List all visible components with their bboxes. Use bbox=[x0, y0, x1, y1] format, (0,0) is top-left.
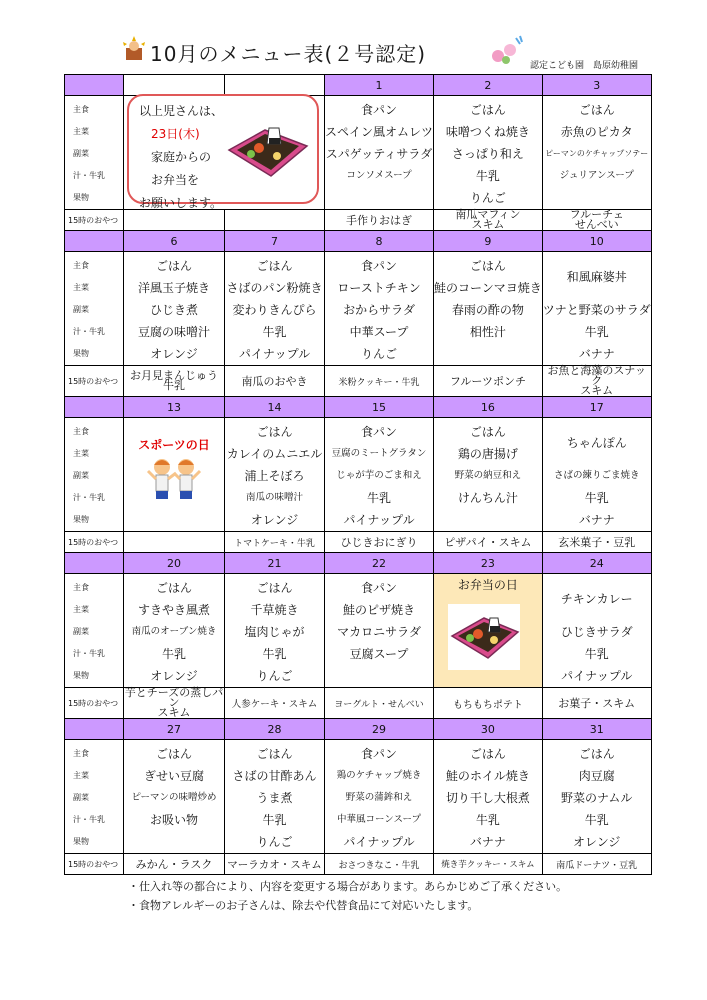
day-menu bbox=[542, 96, 651, 210]
menu-item: ひじき煮 bbox=[149, 303, 198, 317]
label-side: 副菜 bbox=[73, 793, 89, 802]
menu-item: 牛乳 bbox=[584, 491, 609, 505]
school-name: 認定こども園 島原幼稚園 bbox=[530, 61, 639, 71]
snack-line: 牛乳 bbox=[163, 379, 185, 392]
menu-item: 食パン bbox=[361, 581, 398, 595]
day-menu bbox=[225, 252, 325, 366]
day-number: 8 bbox=[325, 231, 434, 252]
day-menu bbox=[434, 96, 543, 210]
menu-item: ごはん bbox=[578, 747, 615, 761]
menu-item: 牛乳 bbox=[262, 647, 287, 661]
menu-item: ごはん bbox=[155, 581, 192, 595]
label-snack: 15時のおやつ bbox=[65, 532, 124, 553]
bento-line: 以上児さんは、 bbox=[139, 104, 224, 118]
menu-item: りんご bbox=[256, 835, 293, 849]
bento-date: 23日(木) bbox=[151, 127, 200, 141]
menu-item: スペイン風オムレツ bbox=[325, 125, 434, 139]
day-menu bbox=[124, 740, 225, 854]
menu-item: 牛乳 bbox=[584, 325, 609, 339]
day-number: 13 bbox=[124, 397, 225, 418]
menu-item: 食パン bbox=[361, 747, 398, 761]
menu-item: 食パン bbox=[361, 425, 398, 439]
bento-box-icon bbox=[434, 596, 534, 676]
menu-item: 洋風玉子焼き bbox=[137, 281, 210, 295]
snack-cell: 玄米菓子・豆乳 bbox=[542, 532, 651, 553]
menu-item bbox=[434, 509, 542, 531]
label-fruit: 果物 bbox=[73, 515, 89, 524]
snack-line: スキム bbox=[580, 384, 614, 397]
menu-item: パイナップル bbox=[343, 513, 415, 527]
menu-item: マカロニサラダ bbox=[337, 625, 421, 639]
week2-snack-row bbox=[65, 366, 652, 397]
holiday-cell bbox=[124, 418, 225, 532]
snack-cell: 焼き芋クッキー・スキム bbox=[434, 854, 543, 875]
label-snack: 15時のおやつ bbox=[65, 210, 124, 231]
menu-item: ごはん bbox=[469, 103, 506, 117]
menu-item: 千草焼き bbox=[250, 603, 299, 617]
row-labels bbox=[65, 574, 124, 688]
menu-item: コンソメスープ bbox=[346, 170, 412, 181]
bento-line: お弁当を bbox=[151, 173, 200, 187]
day-number: 9 bbox=[434, 231, 543, 252]
snack-cell bbox=[124, 532, 225, 553]
menu-item: ごはん bbox=[256, 259, 293, 273]
menu-item: りんご bbox=[361, 347, 398, 361]
menu-item: 牛乳 bbox=[262, 813, 287, 827]
label-main: 主菜 bbox=[73, 283, 89, 292]
label-staple: 主食 bbox=[73, 427, 89, 436]
note-line: ・食物アレルギーのお子さんは、除去や代替食品にて対応いたします。 bbox=[128, 899, 479, 912]
menu-item: 相性汁 bbox=[469, 325, 506, 339]
week1-header-row bbox=[65, 75, 652, 96]
menu-item: バナナ bbox=[469, 835, 506, 849]
menu-item: ごはん bbox=[256, 747, 293, 761]
header-label-cell bbox=[65, 75, 124, 96]
menu-item: さばのパン粉焼き bbox=[226, 281, 323, 295]
day-menu bbox=[542, 574, 651, 688]
label-main: 主菜 bbox=[73, 605, 89, 614]
snack-cell: 南瓜のおやき bbox=[225, 366, 325, 397]
menu-item: ごはん bbox=[469, 425, 506, 439]
day-number: 17 bbox=[542, 397, 651, 418]
snack-cell: マーラカオ・スキム bbox=[225, 854, 325, 875]
week2-header-row bbox=[65, 231, 652, 252]
snack-cell bbox=[124, 366, 225, 397]
menu-item bbox=[325, 187, 433, 209]
menu-item: 鮭のピザ焼き bbox=[343, 603, 416, 617]
blank-header bbox=[124, 75, 225, 96]
label-main: 主菜 bbox=[73, 771, 89, 780]
week3-meal-row bbox=[65, 418, 652, 532]
label-staple: 主食 bbox=[73, 261, 89, 270]
day-menu bbox=[225, 418, 325, 532]
snack-line: 南瓜マフィン bbox=[455, 208, 521, 221]
menu-item: うま煮 bbox=[256, 791, 293, 805]
snack-cell: みかん・ラスク bbox=[124, 854, 225, 875]
header-label-cell bbox=[65, 553, 124, 574]
menu-item: すきやき風煮 bbox=[137, 603, 210, 617]
label-staple: 主食 bbox=[73, 105, 89, 114]
menu-item: ピーマンのケチャップソテー bbox=[545, 149, 649, 158]
label-fruit: 果物 bbox=[73, 193, 89, 202]
menu-item: ごはん bbox=[469, 747, 506, 761]
menu-item: ごはん bbox=[256, 581, 293, 595]
menu-item: パイナップル bbox=[343, 835, 415, 849]
menu-item: ごはん bbox=[578, 103, 615, 117]
header-label-cell bbox=[65, 231, 124, 252]
snack-line: せんべい bbox=[574, 218, 619, 231]
menu-item: 牛乳 bbox=[475, 813, 500, 827]
menu-item: おからサラダ bbox=[343, 303, 415, 317]
week3-snack-row bbox=[65, 532, 652, 553]
blank-header bbox=[225, 75, 325, 96]
day-number: 7 bbox=[225, 231, 325, 252]
snack-cell: お菓子・スキム bbox=[542, 688, 651, 719]
day-number: 21 bbox=[225, 553, 325, 574]
row-labels bbox=[65, 418, 124, 532]
day-number: 14 bbox=[225, 397, 325, 418]
label-main: 主菜 bbox=[73, 127, 89, 136]
menu-item: チキンカレー bbox=[560, 592, 633, 606]
snack-cell: おさつきなこ・牛乳 bbox=[325, 854, 434, 875]
label-soup: 汁・牛乳 bbox=[73, 171, 105, 180]
menu-item: パイナップル bbox=[561, 669, 633, 683]
day-number: 29 bbox=[325, 719, 434, 740]
day-menu bbox=[542, 252, 651, 366]
label-side: 副菜 bbox=[73, 149, 89, 158]
day-menu bbox=[124, 252, 225, 366]
footer-notes bbox=[128, 877, 567, 915]
menu-item: 肉豆腐 bbox=[578, 769, 615, 783]
week2-meal-row bbox=[65, 252, 652, 366]
menu-item: ちゃんぽん bbox=[566, 436, 627, 450]
snack-cell: ひじきおにぎり bbox=[325, 532, 434, 553]
day-number: 3 bbox=[542, 75, 651, 96]
snack-cell: ピザパイ・スキム bbox=[434, 532, 543, 553]
label-fruit: 果物 bbox=[73, 671, 89, 680]
menu-item: オレンジ bbox=[150, 347, 198, 361]
week5-meal-row bbox=[65, 740, 652, 854]
snack-line: スキム bbox=[157, 706, 191, 719]
menu-item: 変わりきんぴら bbox=[232, 303, 317, 317]
bento-reminder bbox=[127, 94, 319, 210]
day-menu bbox=[325, 740, 434, 854]
menu-item: 春雨の酢の物 bbox=[451, 303, 524, 317]
snack-line: お魚と海藻のスナック bbox=[547, 364, 646, 387]
menu-item: 南瓜の味噌汁 bbox=[245, 492, 303, 503]
menu-item: 食パン bbox=[361, 103, 398, 117]
day-menu bbox=[434, 418, 543, 532]
day-number: 6 bbox=[124, 231, 225, 252]
snack-cell: フルーツポンチ bbox=[434, 366, 543, 397]
menu-item: 牛乳 bbox=[475, 169, 500, 183]
label-soup: 汁・牛乳 bbox=[73, 649, 105, 658]
page-header bbox=[0, 30, 707, 70]
day-menu bbox=[325, 418, 434, 532]
label-side: 副菜 bbox=[73, 471, 89, 480]
snack-cell: 手作りおはぎ bbox=[325, 210, 434, 231]
label-soup: 汁・牛乳 bbox=[73, 493, 105, 502]
menu-item: さばの甘酢あん bbox=[232, 769, 317, 783]
sparkle-icon bbox=[120, 36, 148, 64]
menu-item: 和風麻婆丼 bbox=[566, 270, 627, 284]
row-labels bbox=[65, 252, 124, 366]
menu-item: スパゲッティサラダ bbox=[325, 147, 433, 161]
menu-item: 野菜の蒲鉾和え bbox=[345, 792, 413, 803]
bento-line: 家庭からの bbox=[151, 150, 212, 164]
menu-item: 豆腐のミートグラタン bbox=[331, 448, 427, 459]
menu-item: ジュリアンスープ bbox=[559, 170, 634, 181]
day-menu bbox=[225, 574, 325, 688]
day-number: 23 bbox=[434, 553, 543, 574]
menu-item: 鶏の唐揚げ bbox=[457, 447, 518, 461]
header-label-cell bbox=[65, 397, 124, 418]
menu-item: オレンジ bbox=[250, 513, 299, 527]
menu-item bbox=[124, 831, 224, 853]
bento-day-cell bbox=[434, 574, 543, 688]
menu-item: バナナ bbox=[578, 347, 615, 361]
menu-item: 南瓜のオーブン焼き bbox=[131, 626, 217, 637]
menu-item bbox=[543, 187, 651, 209]
snack-cell: トマトケーキ・牛乳 bbox=[225, 532, 325, 553]
menu-item: 食パン bbox=[361, 259, 398, 273]
menu-item: ピーマンの味噌炒め bbox=[131, 792, 217, 803]
snack-line: フルーチェ bbox=[569, 208, 624, 221]
menu-item: オレンジ bbox=[573, 835, 621, 849]
week3-header-row bbox=[65, 397, 652, 418]
snack-line: 芋とチーズの蒸しパン bbox=[124, 686, 224, 709]
label-snack: 15時のおやつ bbox=[65, 688, 124, 719]
label-fruit: 果物 bbox=[73, 837, 89, 846]
day-number: 22 bbox=[325, 553, 434, 574]
day-menu bbox=[434, 252, 543, 366]
menu-item: ひじきサラダ bbox=[560, 625, 633, 639]
label-snack: 15時のおやつ bbox=[65, 366, 124, 397]
menu-item: 牛乳 bbox=[262, 325, 287, 339]
snack-cell: 米粉クッキー・牛乳 bbox=[325, 366, 434, 397]
menu-item bbox=[434, 343, 542, 365]
day-menu bbox=[542, 418, 651, 532]
menu-item: ごはん bbox=[469, 259, 506, 273]
snack-cell: 南瓜ドーナツ・豆乳 bbox=[542, 854, 651, 875]
menu-item: 野菜の納豆和え bbox=[454, 470, 522, 481]
snack-cell bbox=[434, 210, 543, 231]
label-main: 主菜 bbox=[73, 449, 89, 458]
week5-snack-row bbox=[65, 854, 652, 875]
label-side: 副菜 bbox=[73, 305, 89, 314]
menu-item: ごはん bbox=[155, 259, 192, 273]
flower-icon bbox=[486, 34, 526, 68]
menu-item: 牛乳 bbox=[584, 647, 609, 661]
menu-item: 野菜のナムル bbox=[561, 791, 633, 805]
day-number: 27 bbox=[124, 719, 225, 740]
day-menu bbox=[542, 740, 651, 854]
menu-item: カレイのムニエル bbox=[226, 447, 323, 461]
row-labels bbox=[65, 96, 124, 210]
week4-snack-row bbox=[65, 688, 652, 719]
menu-item: 中華スープ bbox=[349, 325, 409, 339]
menu-item: お吸い物 bbox=[149, 813, 198, 827]
menu-item: ごはん bbox=[155, 747, 192, 761]
snack-cell bbox=[124, 688, 225, 719]
day-number: 10 bbox=[542, 231, 651, 252]
day-menu bbox=[325, 96, 434, 210]
label-fruit: 果物 bbox=[73, 349, 89, 358]
label-staple: 主食 bbox=[73, 749, 89, 758]
snack-line: お月見まんじゅう bbox=[130, 369, 218, 382]
header-label-cell bbox=[65, 719, 124, 740]
menu-item: 牛乳 bbox=[367, 491, 392, 505]
week4-header-row bbox=[65, 553, 652, 574]
menu-item: パイナップル bbox=[238, 347, 311, 361]
day-number: 15 bbox=[325, 397, 434, 418]
day-menu bbox=[325, 252, 434, 366]
snack-cell: 人参ケーキ・スキム bbox=[225, 688, 325, 719]
menu-item: じゃが芋のごま和え bbox=[336, 470, 422, 481]
menu-item: さばの練りごま焼き bbox=[553, 470, 640, 481]
label-soup: 汁・牛乳 bbox=[73, 327, 105, 336]
bento-box-icon bbox=[225, 114, 311, 184]
menu-item: 牛乳 bbox=[584, 813, 609, 827]
day-number: 31 bbox=[542, 719, 651, 740]
menu-item: けんちん汁 bbox=[457, 491, 518, 505]
menu-item: 鮭のホイル焼き bbox=[445, 769, 530, 783]
snack-cell bbox=[542, 210, 651, 231]
week5-header-row bbox=[65, 719, 652, 740]
menu-item: 切り干し大根煮 bbox=[445, 791, 530, 805]
menu-item: 味噌つくね焼き bbox=[445, 125, 530, 139]
menu-item bbox=[325, 665, 433, 687]
bento-line: お願いします。 bbox=[139, 196, 223, 210]
day-number: 2 bbox=[434, 75, 543, 96]
day-number: 1 bbox=[325, 75, 434, 96]
label-side: 副菜 bbox=[73, 627, 89, 636]
menu-item: 浦上そぼろ bbox=[244, 469, 305, 483]
holiday-label: スポーツの日 bbox=[138, 438, 210, 452]
menu-item: りんご bbox=[256, 669, 293, 683]
menu-item: 鮭のコーンマヨ焼き bbox=[434, 281, 542, 295]
menu-item: バナナ bbox=[578, 513, 615, 527]
menu-item: ツナと野菜のサラダ bbox=[542, 303, 651, 317]
menu-item: 赤魚のピカタ bbox=[560, 125, 633, 139]
menu-item: 鶏のケチャップ焼き bbox=[336, 770, 422, 781]
row-labels bbox=[65, 740, 124, 854]
menu-item: 豆腐の味噌汁 bbox=[137, 325, 210, 339]
menu-item: さっぱり和え bbox=[451, 147, 524, 161]
day-number: 24 bbox=[542, 553, 651, 574]
menu-item: 豆腐スープ bbox=[349, 647, 409, 661]
menu-item: 中華風コーンスープ bbox=[336, 814, 422, 825]
day-menu bbox=[434, 740, 543, 854]
menu-item: 牛乳 bbox=[161, 647, 186, 661]
menu-item: ごはん bbox=[256, 425, 293, 439]
note-line: ・仕入れ等の都合により、内容を変更する場合があります。あらかじめご了承ください。 bbox=[128, 880, 568, 893]
snack-cell bbox=[542, 366, 651, 397]
label-soup: 汁・牛乳 bbox=[73, 815, 105, 824]
bento-day-title: お弁当の日 bbox=[457, 578, 518, 592]
day-menu bbox=[124, 574, 225, 688]
day-number: 16 bbox=[434, 397, 543, 418]
menu-item: りんご bbox=[469, 191, 506, 205]
day-number: 28 bbox=[225, 719, 325, 740]
week4-meal-row bbox=[65, 574, 652, 688]
day-number: 20 bbox=[124, 553, 225, 574]
day-menu bbox=[225, 740, 325, 854]
label-staple: 主食 bbox=[73, 583, 89, 592]
children-illustration-icon bbox=[124, 453, 224, 509]
snack-line: スキム bbox=[471, 218, 505, 231]
page-title: 10月のメニュー表(２号認定) bbox=[150, 42, 427, 66]
snack-cell bbox=[225, 210, 325, 231]
day-menu bbox=[325, 574, 434, 688]
menu-item: ぎせい豆腐 bbox=[143, 769, 204, 783]
menu-item: 塩肉じゃが bbox=[244, 625, 305, 639]
snack-cell: ヨーグルト・せんべい bbox=[325, 688, 434, 719]
snack-cell: もちもちポテト bbox=[434, 688, 543, 719]
bento-reminder-text bbox=[139, 100, 223, 215]
menu-item: ローストチキン bbox=[337, 281, 421, 295]
day-number: 30 bbox=[434, 719, 543, 740]
menu-item: オレンジ bbox=[150, 669, 198, 683]
label-snack: 15時のおやつ bbox=[65, 854, 124, 875]
